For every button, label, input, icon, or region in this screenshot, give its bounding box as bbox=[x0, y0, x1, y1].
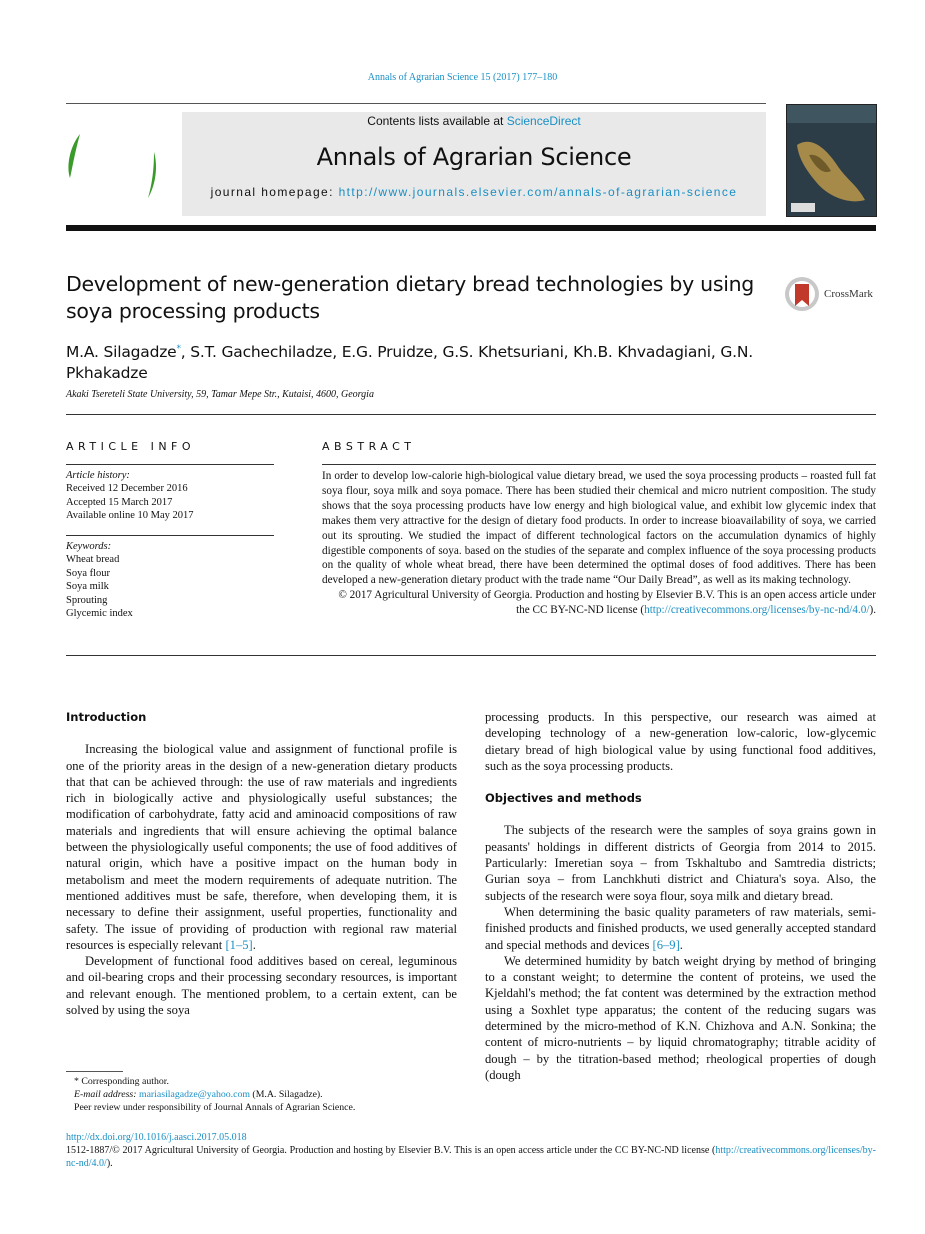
methods-heading: Objectives and methods bbox=[485, 791, 642, 806]
divider bbox=[66, 655, 876, 656]
abstract-heading: ABSTRACT bbox=[322, 440, 416, 453]
license-link[interactable]: http://creativecommons.org/licenses/by-nc-nd/4.0/ bbox=[644, 604, 870, 617]
body-right-column bbox=[485, 709, 876, 1083]
corresponding-marker[interactable]: * bbox=[176, 344, 181, 354]
footnote-divider bbox=[66, 1071, 123, 1072]
online-date: Available online 10 May 2017 bbox=[66, 510, 194, 522]
elsevier-logo bbox=[62, 126, 172, 208]
footer-end: ). bbox=[106, 1158, 113, 1169]
crossmark-badge[interactable] bbox=[784, 276, 894, 316]
journal-title: Annals of Agrarian Science bbox=[316, 143, 632, 171]
page-footer bbox=[66, 1131, 876, 1170]
divider bbox=[66, 535, 274, 536]
issn-text: 1512-1887/© 2017 Agricultural University of Georgia. Production and hosting by Elsevier B.V. This is an open access article under the CC BY-NC-ND license ( bbox=[66, 1145, 716, 1156]
paragraph: The subjects of the research were the samples of soya grains gown in peasants' holdings in different districts of Georgia from 2014 to 2015. Particularly: Imeretian soya – from Tskhaltubo and Samtredia districts; Gurian soya – from Lanchkhuti district and Chiatura's soya. Also, the subjects of the research were soya flour, soya milk and dietary bread. bbox=[485, 823, 876, 903]
sciencedirect-link[interactable]: ScienceDirect bbox=[506, 114, 581, 128]
keyword: Glycemic index bbox=[66, 608, 133, 620]
paragraph-text: Increasing the biological value and assignment of functional profile is one of the priority areas in the design of a new-generation dietary products that that can be achieved through: the use of raw materials and ingredients rich in biologically active and physiologically useful substances; the modification of carbohydrate, fatty acid and aminoacid compositions of raw materials and ingredients that will ensure achieving the optimal balance between the physiologically useful components; the use of food additives of natural origin, which have a positive impact on the human body in metabolism and meet the modern requirements of adequate nutrition. The mentioned additives must be safe, therefore, when developing them, it is necessary to define their assignment, useful properties, functionality and safety. The issue of providing of production with regional raw material resources is especially relevant bbox=[66, 742, 457, 952]
divider bbox=[66, 103, 766, 104]
article-title: Development of new-generation dietary bread technologies by using soya processing products bbox=[66, 272, 755, 323]
keyword: Soya milk bbox=[66, 581, 109, 593]
divider bbox=[322, 464, 876, 465]
email-owner: (M.A. Silagadze). bbox=[249, 1089, 323, 1100]
doi-link[interactable]: http://dx.doi.org/10.1016/j.aasci.2017.05.018 bbox=[66, 1132, 247, 1143]
citation-link[interactable]: [1–5] bbox=[225, 937, 253, 952]
footnotes bbox=[66, 1075, 486, 1114]
email-line bbox=[66, 1088, 486, 1101]
author-list bbox=[66, 339, 786, 384]
article-history bbox=[66, 469, 276, 523]
affiliation: Akaki Tsereteli State University, 59, Tamar Mepe Str., Kutaisi, 4600, Georgia bbox=[66, 389, 374, 400]
paragraph: processing products. In this perspective, our research was aimed at developing technology of a new-generation low-caloric, low-glycemic dietary bread of high biological value by using functional food additives, such as the soya processing products. bbox=[485, 710, 876, 773]
contents-line bbox=[182, 114, 766, 128]
keyword: Soya flour bbox=[66, 567, 111, 579]
divider bbox=[66, 464, 274, 465]
other-authors: , S.T. Gachechiladze, E.G. Pruidze, G.S. Khetsuriani, Kh.B. Khvadagiani, G.N. Pkhakadze bbox=[66, 343, 754, 383]
paragraph: We determined humidity by batch weight drying by method of bringing to a constant weight; to determine the content of proteins, we used the Kjeldahl's method; the fat content was determined by the extraction method using a Soxhlet type apparatus; the content of the reducing sugars was determined by the micro-method of K.N. Chizhova and A.N. Sonkina; the content of micro-nutrients – by liquid chromatography; titrable acidity of dough – by the titration-based method; rheological properties of dough (dough bbox=[485, 953, 876, 1082]
keyword: Wheat bread bbox=[66, 554, 120, 566]
keywords bbox=[66, 540, 276, 620]
paragraph-text: When determining the basic quality parameters of raw materials, semi-finished products and finished products, we used generally accepted standard and special methods and devices bbox=[485, 904, 876, 952]
accepted-date: Accepted 15 March 2017 bbox=[66, 496, 173, 508]
email-label: E-mail address: bbox=[74, 1089, 139, 1100]
received-date: Received 12 December 2016 bbox=[66, 483, 188, 495]
paragraph-end: . bbox=[252, 937, 256, 952]
copyright-end: ). bbox=[869, 604, 876, 617]
abstract-license bbox=[322, 588, 876, 618]
email-link[interactable]: mariasilagadze@yahoo.com bbox=[138, 1089, 250, 1100]
paragraph bbox=[66, 741, 457, 953]
contents-prefix: Contents lists available at bbox=[367, 114, 507, 128]
crossmark-icon bbox=[784, 276, 820, 312]
body-left-column bbox=[66, 709, 457, 1018]
crossmark-label: CrossMark bbox=[824, 288, 873, 300]
keyword: Sprouting bbox=[66, 594, 108, 606]
paragraph: Development of functional food additives based on cereal, leguminous and oil-bearing crops and their processing secondary resources, is important and relevant enough. The mentioned problem, to a certain extent, can be solved by using the soya bbox=[66, 954, 457, 1018]
journal-reference[interactable]: Annals of Agrarian Science 15 (2017) 177–180 bbox=[367, 72, 558, 83]
homepage-label: journal homepage: bbox=[210, 185, 339, 199]
homepage-link[interactable]: http://www.journals.elsevier.com/annals-of-agrarian-science bbox=[338, 185, 738, 199]
abstract-body bbox=[322, 469, 876, 618]
journal-cover-image[interactable] bbox=[786, 104, 877, 217]
first-author: M.A. Silagadze bbox=[66, 343, 177, 362]
paragraph bbox=[485, 904, 876, 953]
citation-link[interactable]: [6–9] bbox=[652, 937, 680, 952]
abstract-copyright: © 2017 Agricultural University of Georgia. Production and hosting by Elsevier B.V. This is an open access article under the CC BY-NC-ND license ( bbox=[338, 589, 876, 617]
history-label: Article history: bbox=[66, 470, 130, 481]
journal-homepage bbox=[202, 184, 746, 200]
issn-line bbox=[66, 1144, 876, 1170]
keywords-label: Keywords: bbox=[66, 541, 112, 552]
introduction-heading: Introduction bbox=[66, 710, 147, 724]
peer-review-note: Peer review under responsibility of Journal Annals of Agrarian Science. bbox=[74, 1102, 356, 1113]
thick-divider bbox=[66, 225, 876, 231]
paragraph-end: . bbox=[679, 937, 683, 952]
journal-banner bbox=[182, 112, 766, 216]
divider bbox=[66, 414, 876, 415]
article-info-heading: ARTICLE INFO bbox=[66, 440, 196, 453]
footer-license-link[interactable]: http://creativecommons.org/licenses/by-nc-nd/4.0/ bbox=[66, 1145, 876, 1169]
abstract-text: In order to develop low-calorie high-biological value dietary bread, we used the soya processing products – roasted full fat soya flour, soya milk and soya pomace. There has been studied their chemical and micro nutrient composition. The study shows that the soya processing products have low energy and high biological value, and exhibit low glycemic index that makes them very attractive for the design of dietary food products. In order to increase bioavailability of soya, we carried out its sprouting. We studied the impact of different technological factors on the accumulation dynamics of highly digestible components of soya. based on the studies of the separate and complex influence of the soya processing products on the quality of whole wheat bread, there have been determined the optimal doses of food additives. There has been developed a new-generation dietary product with the trade name “Our Daily Bread”, as well as its making technology. bbox=[322, 470, 876, 587]
corresponding-note: * Corresponding author. bbox=[74, 1076, 169, 1087]
